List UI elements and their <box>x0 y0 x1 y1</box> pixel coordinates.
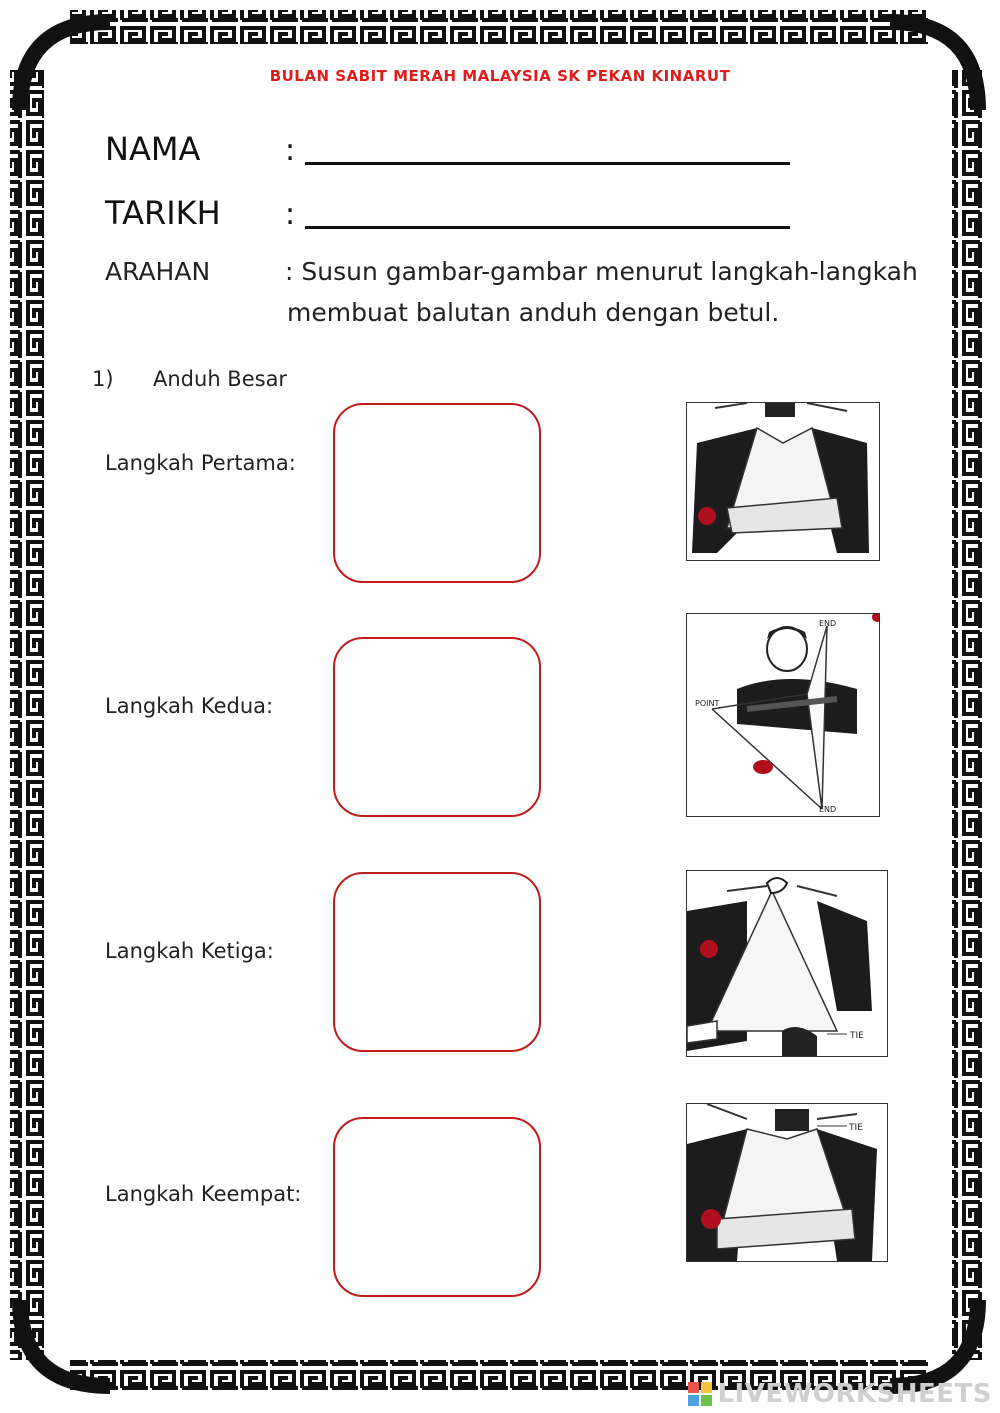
red-dot-corner <box>872 614 879 622</box>
name-input-line[interactable] <box>305 162 790 165</box>
sling-illustration-3 <box>687 871 887 1056</box>
label-point: POINT <box>695 699 720 708</box>
answer-box-3[interactable] <box>333 872 541 1052</box>
step-label-2: Langkah Kedua: <box>105 694 274 718</box>
name-colon: : <box>285 133 296 168</box>
red-dot-marker[interactable] <box>700 940 718 958</box>
label-tie: TIE <box>849 1123 863 1133</box>
red-dot-marker[interactable] <box>753 760 773 774</box>
sling-illustration-1 <box>687 403 879 560</box>
watermark-text: LIVEWORKSHEETS <box>717 1379 992 1409</box>
date-label: TARIKH <box>105 194 221 232</box>
sling-illustration-2 <box>687 614 879 816</box>
liveworksheets-watermark <box>687 1379 992 1409</box>
step-label-1: Langkah Pertama: <box>105 451 296 475</box>
date-input-line[interactable] <box>305 226 790 229</box>
liveworksheets-logo-icon <box>687 1381 713 1407</box>
answer-box-1[interactable] <box>333 403 541 583</box>
label-end-top: END <box>819 619 837 628</box>
instruction-label: ARAHAN <box>105 257 211 286</box>
step-label-3: Langkah Ketiga: <box>105 939 274 963</box>
red-dot-marker[interactable] <box>698 507 716 525</box>
section-title: Anduh Besar <box>153 367 288 391</box>
section-number: 1) <box>92 367 114 391</box>
sling-illustration-4 <box>687 1104 887 1261</box>
date-colon: : <box>285 197 296 232</box>
sling-picture-4[interactable] <box>686 1103 888 1262</box>
sling-picture-1[interactable] <box>686 402 880 561</box>
instruction-line-1: : Susun gambar-gambar menurut langkah-langkah <box>285 257 918 286</box>
instruction-line-2: membuat balutan anduh dengan betul. <box>287 298 780 327</box>
label-end-bottom: END <box>819 805 837 814</box>
step-label-4: Langkah Keempat: <box>105 1182 302 1206</box>
answer-box-2[interactable] <box>333 637 541 817</box>
name-label: NAMA <box>105 130 201 168</box>
school-title: BULAN SABIT MERAH MALAYSIA SK PEKAN KINARUT <box>269 67 731 85</box>
sling-picture-2[interactable] <box>686 613 880 817</box>
red-dot-marker[interactable] <box>701 1209 721 1229</box>
label-tie: TIE <box>850 1031 864 1041</box>
answer-box-4[interactable] <box>333 1117 541 1297</box>
sling-picture-3[interactable] <box>686 870 888 1057</box>
